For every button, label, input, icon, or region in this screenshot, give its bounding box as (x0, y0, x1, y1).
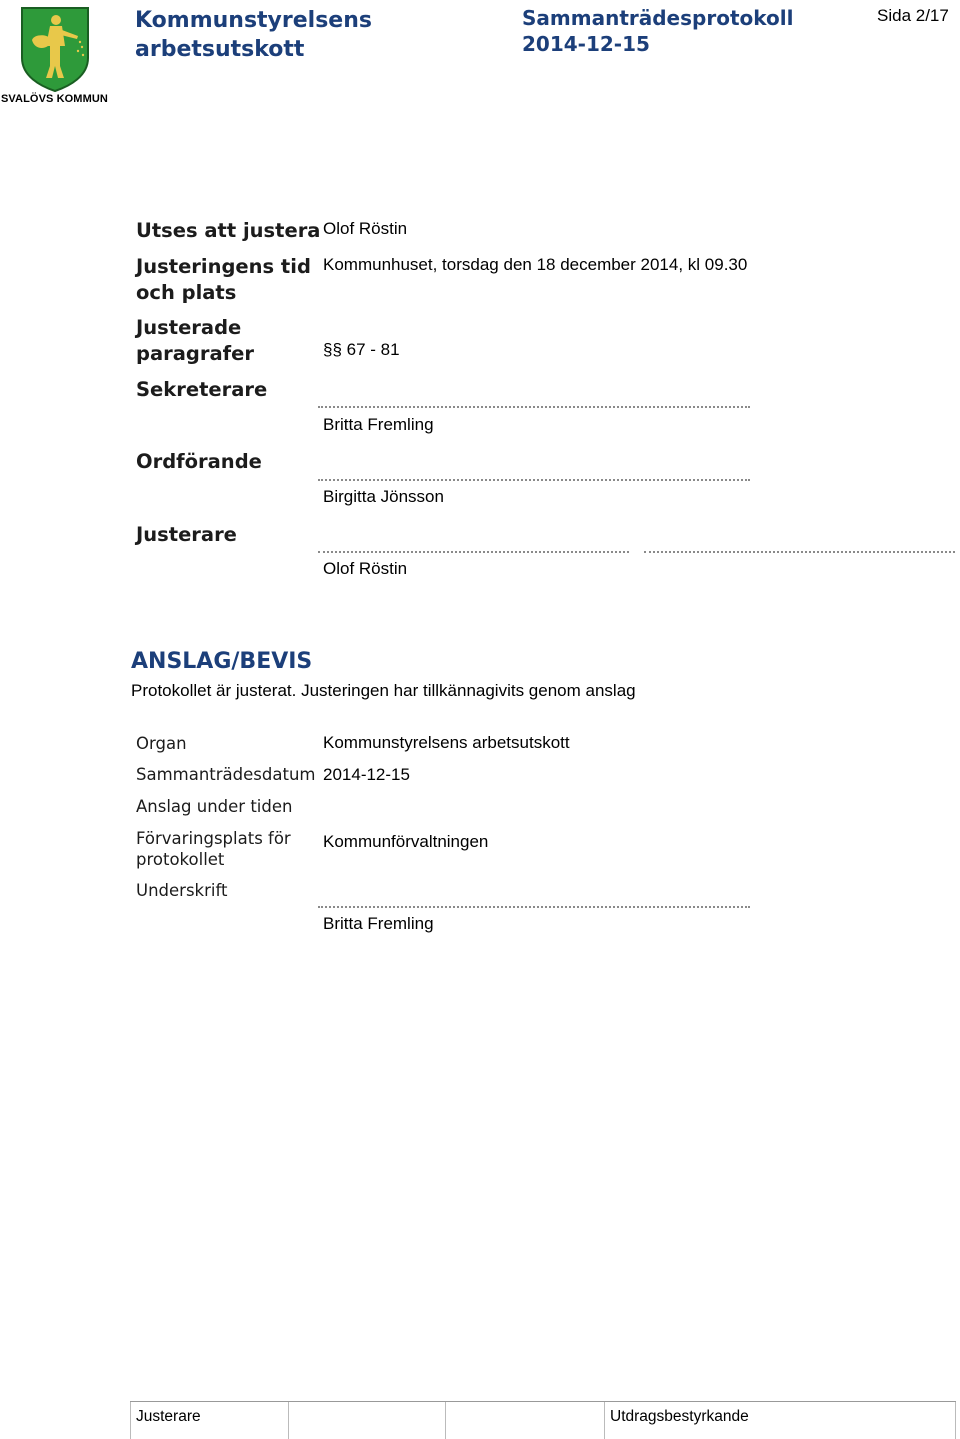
sammantradesdatum-label: Sammanträdesdatum (136, 765, 316, 784)
underskrift-name: Britta Fremling (323, 914, 434, 933)
paragrafer-label (136, 315, 254, 367)
paragrafer-label-line2: paragrafer (136, 342, 254, 365)
forvaringsplats-label-line1: Förvaringsplats för (136, 829, 291, 848)
ordforande-name: Birgitta Jönsson (323, 487, 444, 506)
footer-divider (130, 1402, 131, 1439)
coat-of-arms-icon (20, 6, 90, 92)
paragrafer-label-line1: Justerade (136, 316, 242, 339)
document-type (522, 5, 793, 57)
utses-label: Utses att justera (136, 219, 321, 242)
municipality-name: SVALÖVS KOMMUN (1, 93, 108, 105)
anslag-heading: ANSLAG/BEVIS (131, 649, 313, 674)
utses-value: Olof Röstin (323, 219, 408, 238)
justeringens-tid-label-line2: och plats (136, 281, 237, 304)
justerare-signature-line (318, 551, 629, 553)
organ-title (135, 6, 372, 64)
document-date: 2014-12-15 (522, 32, 650, 56)
page-number: Sida 2/17 (877, 6, 949, 25)
anslag-text: Protokollet är justerat. Justeringen har tillkännagivits genom anslag (131, 681, 636, 700)
footer-divider (288, 1402, 289, 1439)
sekreterare-signature-line (318, 406, 750, 408)
footer-divider (445, 1402, 446, 1439)
anslag-tiden-label: Anslag under tiden (136, 797, 293, 816)
ordforande-signature-line (318, 479, 750, 481)
organ-value: Kommunstyrelsens arbetsutskott (323, 733, 570, 752)
forvaringsplats-label-line2: protokollet (136, 850, 225, 869)
document-type-label: Sammanträdesprotokoll (522, 6, 794, 30)
justerare-name: Olof Röstin (323, 559, 408, 578)
sammantradesdatum-value: 2014-12-15 (323, 765, 410, 784)
justerare-signature-line-2 (644, 551, 955, 553)
justerare-label: Justerare (136, 523, 237, 546)
justeringens-tid-label (136, 254, 311, 306)
forvaringsplats-value: Kommunförvaltningen (323, 832, 489, 851)
footer-rule (130, 1401, 956, 1402)
underskrift-signature-line (318, 906, 750, 908)
paragrafer-value: §§ 67 - 81 (323, 340, 400, 359)
justeringens-tid-value: Kommunhuset, torsdag den 18 december 2014, kl 09.30 (323, 255, 748, 274)
sekreterare-name: Britta Fremling (323, 415, 434, 434)
forvaringsplats-label (136, 828, 291, 870)
footer-divider (604, 1402, 605, 1439)
footer-divider (955, 1402, 956, 1439)
organ-title-line2: arbetsutskott (135, 37, 305, 62)
footer-justerare: Justerare (136, 1408, 201, 1425)
justeringens-tid-label-line1: Justeringens tid (136, 255, 311, 278)
footer-utdragsbestyrkande: Utdragsbestyrkande (610, 1408, 749, 1425)
organ-title-line1: Kommunstyrelsens (135, 8, 372, 33)
underskrift-label: Underskrift (136, 881, 228, 900)
ordforande-label: Ordförande (136, 450, 262, 473)
sekreterare-label: Sekreterare (136, 378, 268, 401)
organ-label: Organ (136, 734, 187, 753)
